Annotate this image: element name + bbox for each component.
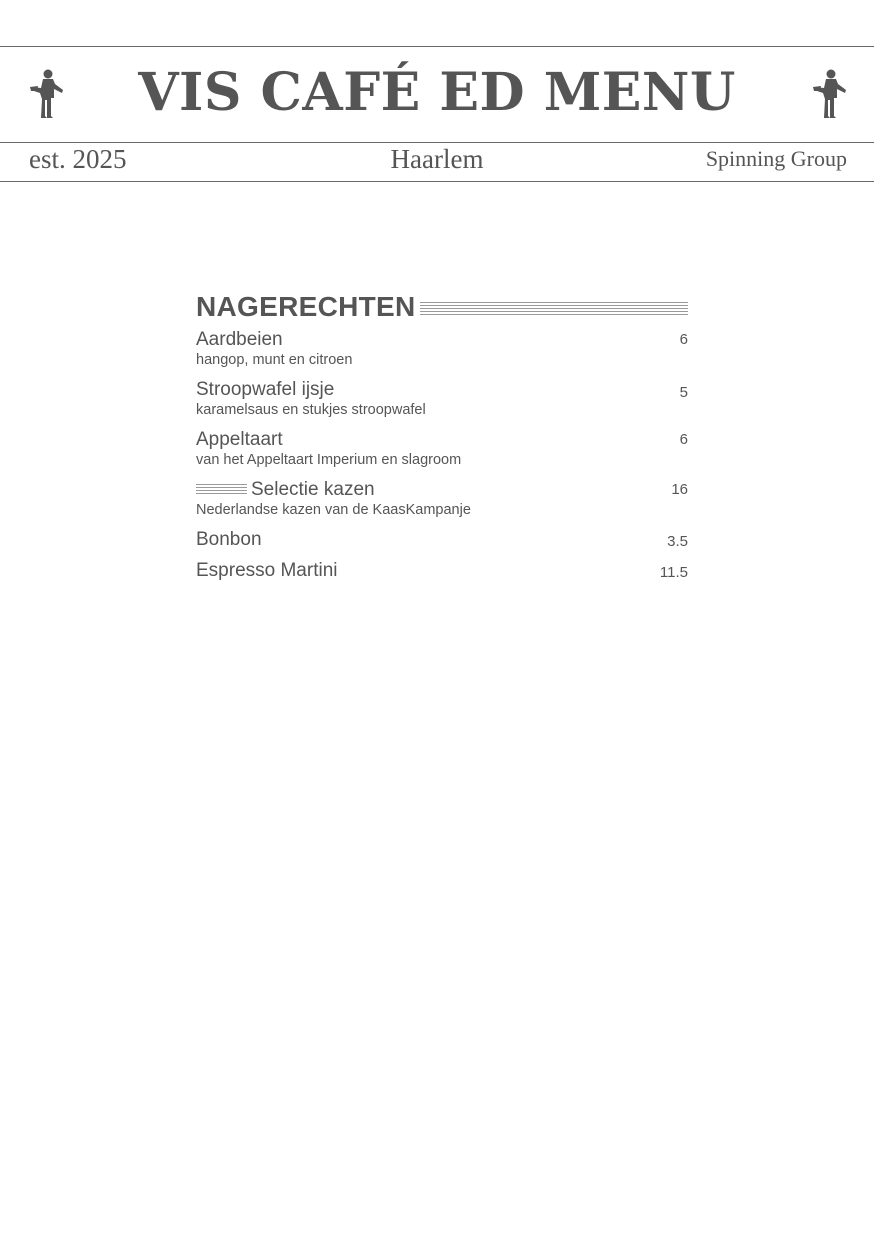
item-price: 5 [679, 384, 688, 401]
section-header [196, 290, 688, 324]
established-label: est. 2025 [29, 144, 127, 174]
menu-item [196, 429, 688, 474]
item-name: Selectie kazen [251, 479, 375, 500]
top-rule [0, 46, 874, 47]
decorative-lines [196, 484, 247, 496]
item-price: 6 [679, 331, 688, 348]
item-description: Nederlandse kazen van de KaasKampanje [196, 502, 471, 518]
item-price: 6 [679, 431, 688, 448]
decorative-lines [420, 302, 688, 315]
item-description: hangop, munt en citroen [196, 352, 353, 368]
item-price: 3.5 [667, 533, 688, 550]
bottom-rule [0, 181, 874, 182]
menu-item [196, 379, 688, 424]
item-name: Espresso Martini [196, 560, 338, 581]
item-name: Aardbeien [196, 329, 283, 350]
item-description: van het Appeltaart Imperium en slagroom [196, 452, 462, 468]
menu-title: VIS CAFÉ ED MENU [138, 62, 736, 123]
item-price: 16 [671, 481, 688, 498]
menu-item [196, 329, 688, 374]
menu-item [196, 560, 688, 586]
menu-item [196, 479, 688, 524]
desserts-section [196, 290, 688, 586]
item-name-row [196, 479, 688, 501]
item-description: karamelsaus en stukjes stroopwafel [196, 402, 426, 418]
city-label: Haarlem [390, 144, 484, 174]
item-price: 11.5 [659, 564, 688, 581]
menu-item [196, 529, 688, 555]
section-title: NAGERECHTEN [196, 291, 416, 322]
group-label: Spinning Group [705, 146, 847, 171]
item-name: Stroopwafel ijsje [196, 379, 335, 400]
item-name: Bonbon [196, 529, 262, 550]
item-name: Appeltaart [196, 429, 283, 450]
